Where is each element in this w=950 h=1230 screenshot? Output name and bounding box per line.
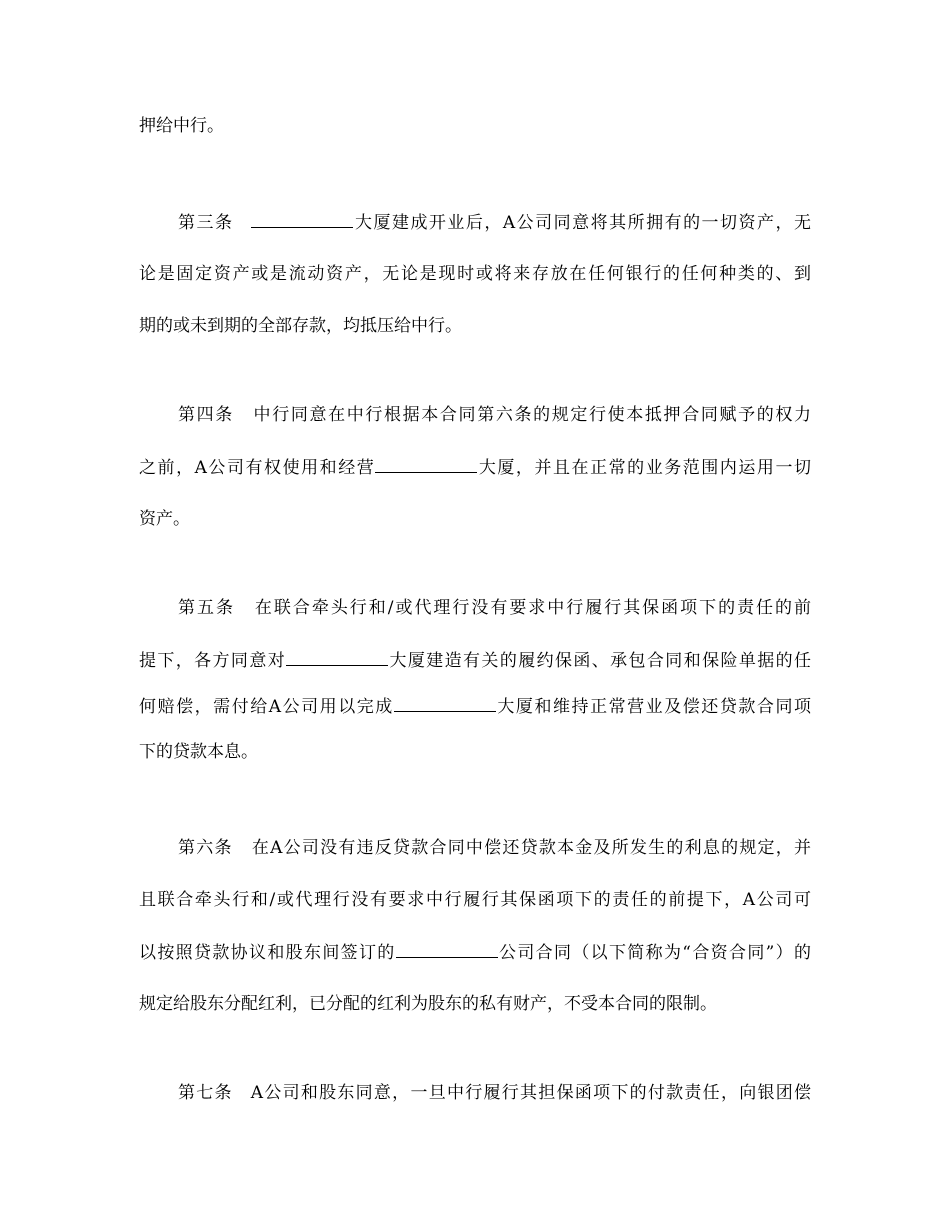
- article-3-number: 第三条: [178, 213, 234, 233]
- fill-in-blank[interactable]: [251, 212, 353, 228]
- article-4-line-1: 第四条 中行同意在中行根据本合同第六条的规定行使本抵押合同赋予的权力: [178, 405, 812, 425]
- article-4-line-2: 之前，A公司有权使用和经营 大厦，并且在正常的业务范围内运用一切: [139, 458, 812, 478]
- fill-in-blank[interactable]: [375, 457, 477, 473]
- article-6-number: 第六条: [178, 838, 233, 858]
- article-5-number: 第五条: [178, 598, 235, 618]
- article-4-line-3: 资产。: [139, 509, 190, 529]
- article-5-line-1: 第五条 在联合牵头行和/或代理行没有要求中行履行其保函项下的责任的前: [178, 598, 811, 618]
- paragraph-2-tail: 押给中行。: [139, 116, 224, 136]
- article-3-line-2: 论是固定资产或是流动资产，无论是现时或将来存放在任何银行的任何种类的、到: [139, 264, 811, 284]
- article-3-line-1: 第三条 大厦建成开业后，A公司同意将其所拥有的一切资产，无: [178, 213, 812, 233]
- fill-in-blank[interactable]: [396, 942, 498, 958]
- article-5-line-2: 提下，各方同意对 大厦建造有关的履约保函、承包合同和保险单据的任: [139, 651, 812, 671]
- article-4-number: 第四条: [178, 405, 234, 425]
- article-6-line-4: 规定给股东分配红利，已分配的红利为股东的私有财产，不受本合同的限制。: [139, 994, 717, 1014]
- article-5-line-4: 下的贷款本息。: [139, 742, 258, 762]
- article-6-line-1: 第六条 在A公司没有违反贷款合同中偿还贷款本金及所发生的利息的规定，并: [178, 838, 812, 858]
- article-5-line-3: 何赔偿，需付给A公司用以完成 大厦和维持正常营业及偿还贷款合同项: [139, 697, 811, 717]
- article-7-number: 第七条: [178, 1083, 233, 1103]
- article-6-line-3: 以按照贷款协议和股东间签订的 公司合同（以下简称为“合资合同”）的: [139, 943, 812, 963]
- fill-in-blank[interactable]: [394, 696, 496, 712]
- article-6-line-2: 且联合牵头行和/或代理行没有要求中行履行其保函项下的责任的前提下，A公司可: [139, 890, 811, 910]
- article-7-line-1: 第七条 A公司和股东同意，一旦中行履行其担保函项下的付款责任，向银团偿: [178, 1083, 811, 1103]
- article-3-line-3: 期的或未到期的全部存款，均抵压给中行。: [139, 316, 462, 336]
- fill-in-blank[interactable]: [286, 650, 388, 666]
